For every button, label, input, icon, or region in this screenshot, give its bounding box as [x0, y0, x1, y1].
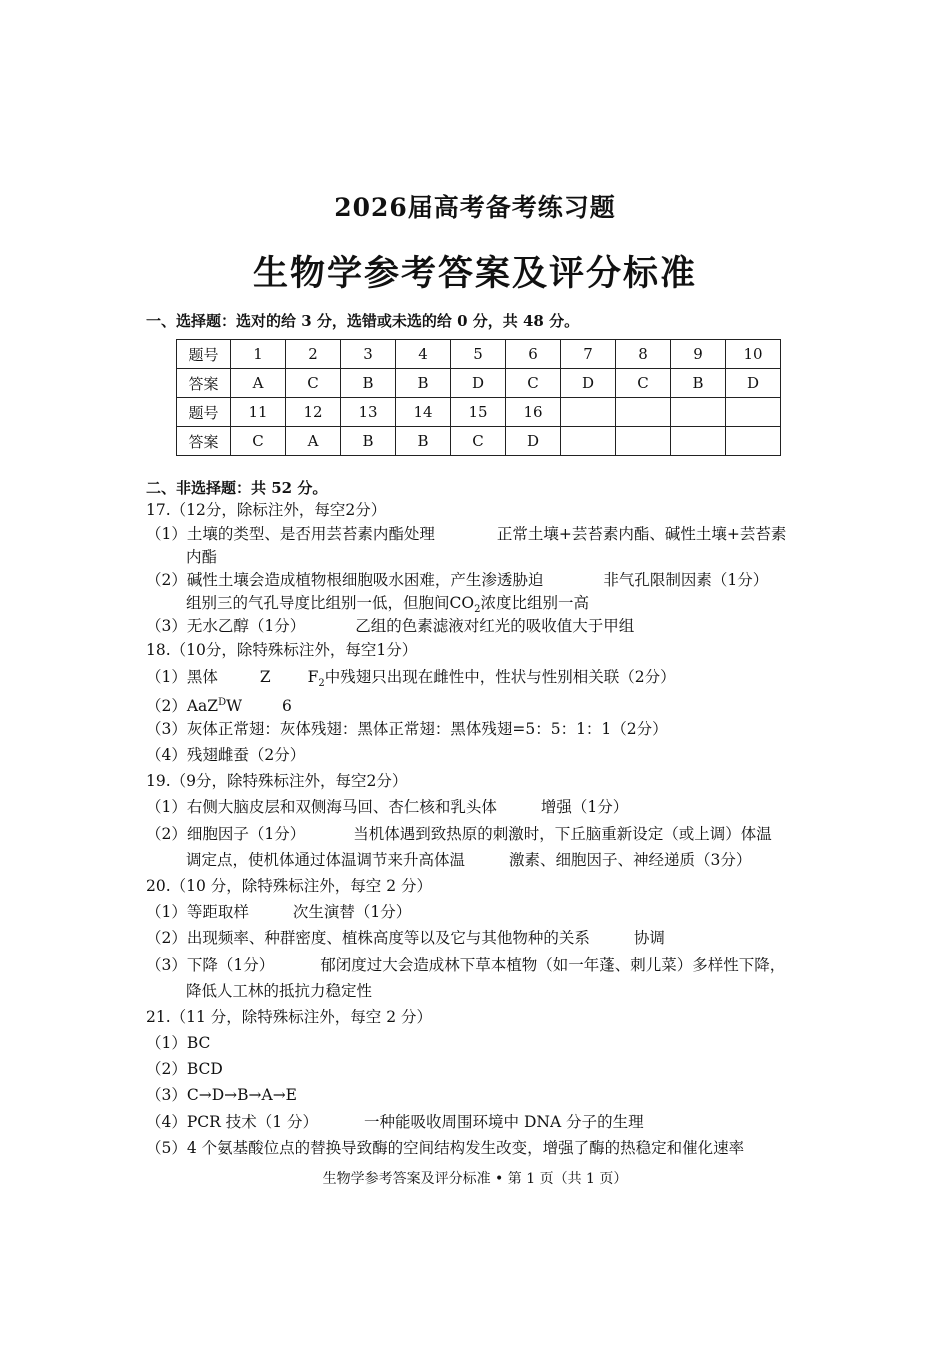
- q17-part1-answer-a: （1）土壤的类型、是否用芸苔素内酯处理: [146, 525, 435, 543]
- question-number-cell: 9: [671, 340, 726, 369]
- q17-heading: 17.（12分，除标注外，每空2分）: [146, 501, 387, 519]
- q18-part2: [146, 693, 292, 716]
- co2-subscript: 2: [474, 604, 481, 616]
- q20-part2-answer-a: （2）出现频率、种群密度、植株高度等以及它与其他物种的关系: [146, 929, 590, 947]
- q18-part1: [146, 667, 676, 694]
- q18-part2-genotype-post: W: [226, 697, 243, 716]
- q19-part2-answer-d: 激素、细胞因子、神经递质（3分）: [509, 851, 752, 869]
- question-number-cell: [561, 398, 616, 427]
- q20-part1: [146, 902, 411, 922]
- q18-part3: （3）灰体正常翅：灰体残翅：黑体正常翅：黑体残翅=5：5：1：1（2分）: [146, 720, 668, 738]
- q18-part1-f-pre: F: [307, 668, 319, 686]
- answer-cell: B: [671, 369, 726, 398]
- question-number-cell: 11: [231, 398, 286, 427]
- q21-part2: （2）BCD: [146, 1060, 223, 1078]
- question-number-cell: 10: [726, 340, 781, 369]
- q21-part1: （1）BC: [146, 1034, 211, 1052]
- row-label: 答案: [177, 369, 231, 398]
- answer-cell: [726, 427, 781, 456]
- q19-part1-answer-a: （1）右侧大脑皮层和双侧海马回、杏仁核和乳头体: [146, 798, 497, 816]
- question-number-cell: 15: [451, 398, 506, 427]
- q17-part2-answer-a: （2）碱性土壤会造成植物根细胞吸水困难，产生渗透胁迫: [146, 571, 544, 589]
- q17-part1-continued: 内酯: [186, 548, 218, 566]
- answer-cell: D: [451, 369, 506, 398]
- answer-table: [176, 339, 781, 456]
- question-number-cell: [671, 398, 726, 427]
- row-label: 题号: [177, 340, 231, 369]
- q18-part1-answer-b: Z: [259, 668, 271, 686]
- question-number-cell: 13: [341, 398, 396, 427]
- q18-part2-genotype-pre: （2）AaZ: [146, 697, 219, 716]
- question-number-cell: 5: [451, 340, 506, 369]
- question-number-cell: [726, 398, 781, 427]
- question-number-cell: 3: [341, 340, 396, 369]
- question-number-cell: 7: [561, 340, 616, 369]
- q21-part4-answer-a: （4）PCR 技术（1 分）: [146, 1113, 319, 1131]
- q19-part2-answer-c: 调定点，使机体通过体温调节来升高体温: [186, 851, 466, 869]
- answer-cell: B: [341, 427, 396, 456]
- q19-heading: 19.（9分，除特殊标注外，每空2分）: [146, 772, 408, 790]
- question-number-cell: 2: [286, 340, 341, 369]
- question-number-cell: 4: [396, 340, 451, 369]
- answer-cell: C: [231, 427, 286, 456]
- answer-cell: [671, 427, 726, 456]
- q20-part3-answer-a: （3）下降（1分）: [146, 956, 275, 974]
- answer-table-row: [177, 369, 781, 398]
- answer-cell: B: [396, 369, 451, 398]
- genotype-superscript: D: [218, 697, 227, 708]
- question-number-cell: 8: [616, 340, 671, 369]
- q17-part2-text-pre: 组别三的气孔导度比组别一低，但胞间CO: [186, 594, 475, 612]
- q17-part3-answer-a: （3）无水乙醇（1分）: [146, 617, 306, 635]
- row-label: 答案: [177, 427, 231, 456]
- q18-part4: （4）残翅雌蚕（2分）: [146, 746, 306, 764]
- q20-heading: 20.（10 分，除特殊标注外，每空 2 分）: [146, 877, 433, 895]
- question-number-cell: 16: [506, 398, 561, 427]
- question-number-cell: 6: [506, 340, 561, 369]
- answer-cell: [561, 427, 616, 456]
- question-number-cell: 12: [286, 398, 341, 427]
- q19-part2: [146, 824, 772, 844]
- q17-part1-answer-b: 正常土壤+芸苔素内酯、碱性土壤+芸苔素: [496, 525, 787, 543]
- section-2-heading: 二、非选择题：共 52 分。: [146, 479, 328, 497]
- answer-table-row: [177, 398, 781, 427]
- answer-table-row: [177, 340, 781, 369]
- q17-part1: [146, 524, 786, 544]
- answer-cell: [616, 427, 671, 456]
- q21-part4-answer-b: 一种能吸收周围环境中 DNA 分子的生理: [364, 1113, 644, 1131]
- q21-part5: （5）4 个氨基酸位点的替换导致酶的空间结构发生改变，增强了酶的热稳定和催化速率: [146, 1139, 745, 1157]
- q19-part2-continued: [186, 850, 751, 870]
- answer-cell: A: [231, 369, 286, 398]
- q20-part3-answer-b: 郁闭度过大会造成林下草本植物（如一年蓬、刺儿菜）多样性下降，: [320, 956, 786, 974]
- answer-cell: C: [616, 369, 671, 398]
- answer-cell: C: [286, 369, 341, 398]
- page-footer: 生物学参考答案及评分标准 • 第 1 页（共 1 页）: [322, 1171, 628, 1187]
- section-1-heading: 一、选择题：选对的给 3 分，选错或未选的给 0 分，共 48 分。: [146, 312, 580, 330]
- q19-part1-answer-b: 增强（1分）: [540, 798, 629, 816]
- q19-part2-answer-b: 当机体遇到致热原的刺激时，下丘脑重新设定（或上调）体温: [353, 825, 772, 843]
- q17-part2-answer-b: 非气孔限制因素（1分）: [603, 571, 769, 589]
- q18-part2-answer-b: 6: [282, 697, 292, 716]
- q20-part1-answer-a: （1）等距取样: [146, 903, 249, 921]
- f2-subscript: 2: [318, 678, 325, 690]
- row-label: 题号: [177, 398, 231, 427]
- document-title: 生物学参考答案及评分标准: [252, 253, 697, 294]
- answer-cell: C: [451, 427, 506, 456]
- answer-cell: B: [341, 369, 396, 398]
- q17-part3-answer-b: 乙组的色素滤液对红光的吸收值大于甲组: [355, 617, 635, 635]
- q20-part1-answer-b: 次生演替（1分）: [292, 903, 412, 921]
- answer-cell: A: [286, 427, 341, 456]
- q21-part4: [146, 1112, 644, 1132]
- q17-part2: [146, 570, 768, 590]
- question-number-cell: 14: [396, 398, 451, 427]
- q20-part3-continued: 降低人工林的抵抗力稳定性: [186, 982, 373, 1000]
- q18-part1-answer-c: 中残翅只出现在雌性中，性状与性别相关联（2分）: [324, 668, 676, 686]
- q20-part3: [146, 955, 785, 975]
- answer-table-row: [177, 427, 781, 456]
- q21-part3: （3）C→D→B→A→E: [146, 1086, 297, 1104]
- answer-cell: D: [561, 369, 616, 398]
- document-subtitle: 2026届高考备考练习题: [334, 193, 616, 222]
- q18-heading: 18.（10分，除特殊标注外，每空1分）: [146, 641, 418, 659]
- answer-cell: D: [726, 369, 781, 398]
- answer-cell: C: [506, 369, 561, 398]
- q17-part2-text-post: 浓度比组别一高: [480, 594, 589, 612]
- question-number-cell: [616, 398, 671, 427]
- q20-part2: [146, 928, 665, 948]
- q19-part2-answer-a: （2）细胞因子（1分）: [146, 825, 306, 843]
- q17-part3: [146, 616, 634, 636]
- q21-heading: 21.（11 分，除特殊标注外，每空 2 分）: [146, 1008, 433, 1026]
- q18-part1-answer-a: （1）黑体: [146, 668, 218, 686]
- answer-cell: D: [506, 427, 561, 456]
- q20-part2-answer-b: 协调: [633, 929, 665, 947]
- q19-part1: [146, 797, 628, 817]
- question-number-cell: 1: [231, 340, 286, 369]
- answer-cell: B: [396, 427, 451, 456]
